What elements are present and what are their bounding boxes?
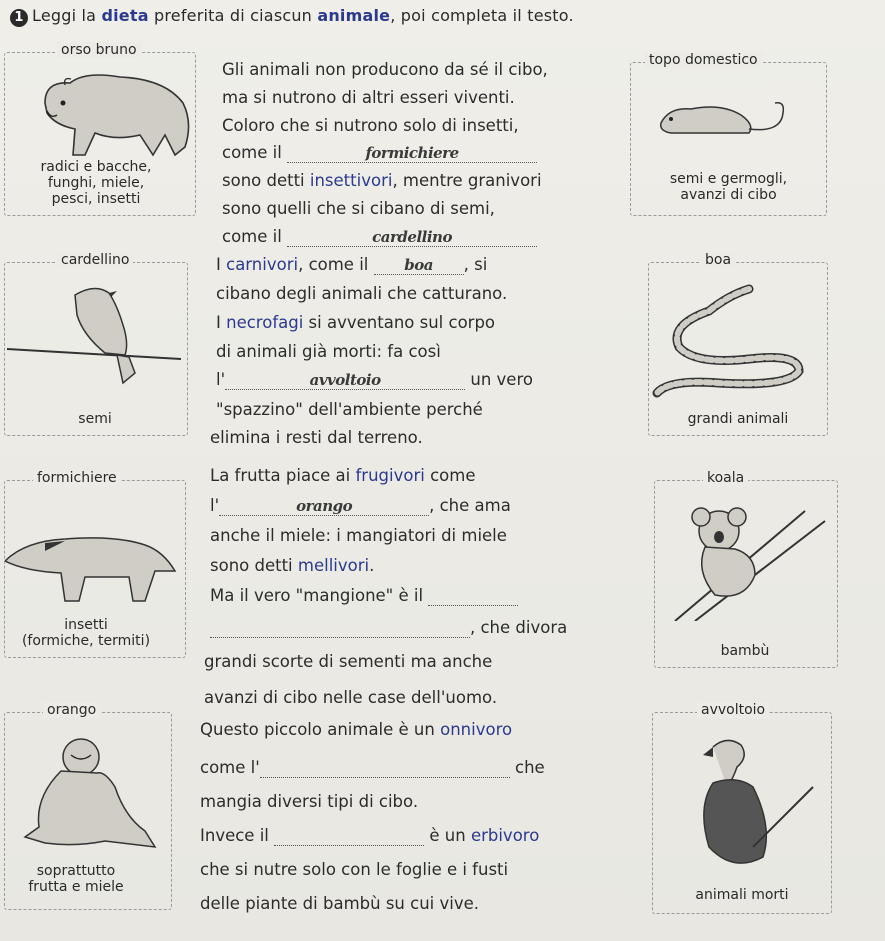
box-koala [654, 470, 838, 668]
answer-blank[interactable]: orango [219, 497, 429, 516]
animal-food: radici e bacche, funghi, miele, pesci, insetti [40, 159, 152, 207]
text-line: come il formichiere [222, 143, 537, 163]
animal-title: koala [703, 470, 748, 486]
text-line: di animali già morti: fa così [216, 342, 441, 361]
text-line: sono detti mellivori. [210, 556, 375, 575]
text-line: Coloro che si nutrono solo di insetti, [222, 116, 519, 135]
animal-title: topo domestico [645, 52, 762, 68]
text-line: Gli animali non producono da sé il cibo, [222, 60, 548, 79]
animal-food: animali morti [695, 887, 789, 903]
text-line: La frutta piace ai frugivori come [210, 466, 476, 485]
text-line: l' orango , che ama [210, 496, 511, 515]
animal-title: cardellino [57, 252, 133, 268]
box-cardellino [4, 252, 188, 436]
box-topo [630, 52, 827, 216]
animal-title: orango [43, 702, 100, 718]
animal-food: bambù [720, 643, 770, 659]
boa-illustration [649, 275, 825, 405]
exercise-instruction: 1 Leggi la dieta preferita di ciascun animale, poi completa il testo. [10, 6, 574, 27]
answer-blank[interactable] [428, 586, 518, 606]
box-orango [4, 702, 172, 910]
text-line: anche il miele: i mangiatori di miele [210, 526, 507, 545]
text-line: ma si nutrono di altri esseri viventi. [222, 88, 515, 107]
text-line: cibano degli animali che catturano. [216, 284, 508, 303]
box-orso [4, 42, 196, 216]
orangutan-illustration [5, 727, 171, 857]
text-line: "spazzino" dell'ambiente perché [216, 400, 483, 419]
animal-food: grandi animali [687, 411, 789, 427]
box-boa [648, 252, 828, 436]
goldfinch-illustration [5, 275, 185, 395]
text-line: grandi scorte di sementi ma anche [204, 652, 493, 671]
answer-blank[interactable] [210, 618, 470, 638]
text-line: I necrofagi si avventano sul corpo [216, 313, 496, 332]
answer-blank[interactable]: formichiere [287, 144, 537, 163]
text-line: Ma il vero "mangione" è il [210, 586, 518, 606]
animal-food: insetti (formiche, termiti) [21, 617, 151, 649]
text-line: sono quelli che si cibano di semi, [222, 199, 495, 218]
answer-blank[interactable] [274, 826, 424, 846]
animal-food: soprattutto frutta e miele [28, 863, 124, 895]
box-formichiere [4, 470, 186, 658]
animal-food: semi [78, 411, 112, 427]
text-line: delle piante di bambù su cui vive. [200, 894, 479, 913]
answer-blank[interactable]: cardellino [287, 228, 537, 247]
text-line: I carnivori, come il boa , si [216, 255, 488, 274]
text-line: elimina i resti dal terreno. [210, 428, 423, 447]
exercise-number: 1 [10, 9, 28, 27]
mouse-illustration [651, 93, 811, 163]
box-avvoltoio [652, 702, 832, 914]
answer-blank[interactable] [260, 758, 510, 778]
text-line: Invece il è un erbivoro [200, 826, 540, 845]
vulture-illustration [653, 727, 829, 877]
text-line: Questo piccolo animale è un onnivoro [200, 720, 513, 739]
animal-food: semi e germogli, avanzi di cibo [669, 171, 788, 203]
anteater-illustration [5, 511, 183, 611]
answer-blank[interactable]: avvoltoio [225, 371, 465, 390]
text-line: mangia diversi tipi di cibo. [200, 792, 419, 811]
koala-illustration [655, 491, 835, 621]
animal-title: boa [701, 252, 735, 268]
text-line: avanzi di cibo nelle case dell'uomo. [204, 688, 498, 707]
text-line: come l' che [200, 758, 545, 777]
text-line: come il cardellino [222, 227, 537, 247]
animal-title: formichiere [33, 470, 121, 486]
text-line: sono detti insettivori, mentre granivori [222, 171, 542, 190]
answer-blank[interactable]: boa [374, 256, 464, 275]
bear-illustration [25, 63, 195, 163]
text-line: , che divora [210, 618, 567, 638]
text-line: che si nutre solo con le foglie e i fusti [200, 860, 509, 879]
animal-title: avvoltoio [697, 702, 769, 718]
animal-title: orso bruno [57, 42, 141, 58]
text-line: l' avvoltoio un vero [216, 370, 533, 389]
